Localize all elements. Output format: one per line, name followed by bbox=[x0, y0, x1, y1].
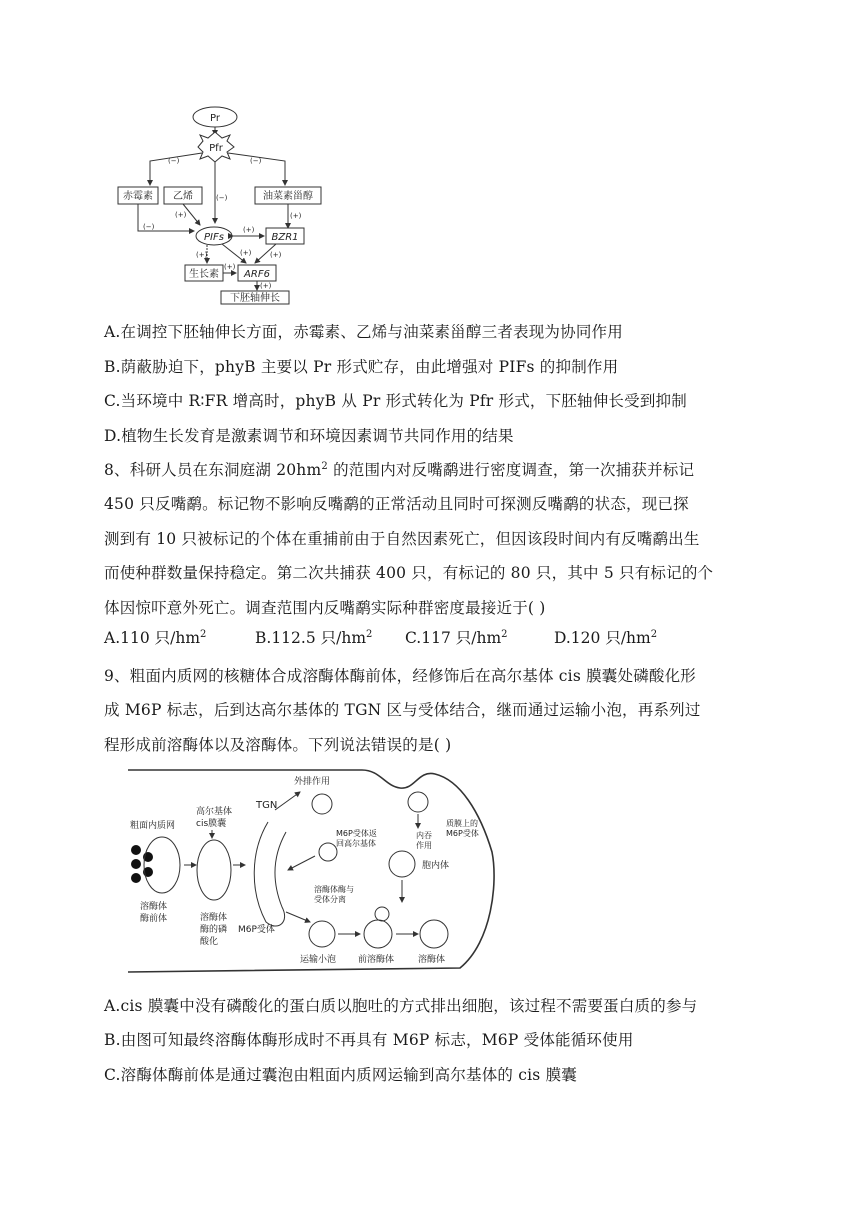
gibberellin-label: 赤霉素 bbox=[123, 191, 153, 202]
q8-line-4: 而使种群数量保持稳定。第二次共捕获 400 只，有标记的 80 只，其中 5 只有标记的个 bbox=[104, 564, 714, 582]
budding-vesicle bbox=[375, 907, 389, 921]
prelysosome bbox=[364, 920, 392, 948]
ethylene-label: 乙烯 bbox=[173, 191, 193, 202]
q8-line-2: 450 只反嘴鹬。标记物不影响反嘴鹬的正常活动且同时可探测反嘴鹬的状态，现已探 bbox=[104, 495, 689, 513]
secretory-vesicle bbox=[312, 794, 332, 814]
receptor-vesicle bbox=[319, 843, 337, 861]
tgn-compartment bbox=[254, 822, 286, 926]
q8-line-3: 测到有 10 只被标记的个体在重捕前由于自然因素死亡，但因该段时间内有反嘴鹬出生 bbox=[104, 530, 700, 548]
hormone-pathway-diagram bbox=[110, 105, 330, 305]
ribosome bbox=[131, 873, 141, 883]
q8-line-5: 体因惊吓意外死亡。调查范围内反嘴鹬实际种群密度最接近于( ) bbox=[104, 599, 546, 617]
golgi-label: cis膜囊 bbox=[196, 819, 227, 829]
option-text: D.120 只/hm bbox=[554, 629, 651, 647]
pos-sign: (+) bbox=[260, 282, 272, 290]
endosome-label: 胞内体 bbox=[422, 861, 450, 871]
q9-option-a: A.cis 膜囊中没有磷酸化的蛋白质以胞吐的方式排出细胞，该过程不需要蛋白质的参与 bbox=[104, 997, 698, 1015]
pfr-label: Pfr bbox=[209, 143, 223, 154]
lysosome-pathway-diagram bbox=[100, 762, 520, 982]
q9-line-3: 程形成前溶酶体以及溶酶体。下列说法错误的是( ) bbox=[104, 736, 452, 754]
lysosome bbox=[420, 920, 448, 948]
q7-option-d: D.植物生长发育是激素调节和环境因素调节共同作用的结果 bbox=[104, 427, 514, 445]
q9-line-1: 9、粗面内质网的核糖体合成溶酶体酶前体，经修饰后在高尔基体 cis 膜囊处磷酸化形 bbox=[104, 667, 697, 685]
auxin-label: 生长素 bbox=[189, 269, 219, 280]
q8-option-b bbox=[255, 626, 372, 648]
neg-sign: (−) bbox=[216, 194, 228, 202]
return-label: 回高尔基体 bbox=[336, 839, 376, 848]
neg-sign: (−) bbox=[250, 157, 262, 165]
option-sup: 2 bbox=[501, 628, 508, 640]
lysosome-label: 溶酶体 bbox=[418, 955, 446, 965]
cis-golgi bbox=[197, 840, 231, 900]
option-text: B.112.5 只/hm bbox=[255, 629, 367, 647]
q9-line-2: 成 M6P 标志，后到达高尔基体的 TGN 区与受体结合，继而通过运输小泡，再系列过 bbox=[104, 701, 701, 719]
pos-sign: (+) bbox=[240, 249, 252, 257]
separate-label: 溶酶体酶与 bbox=[314, 885, 354, 894]
pifs-label: PIFs bbox=[204, 232, 224, 243]
rer-label: 粗面内质网 bbox=[130, 821, 176, 831]
phosphorylation-label: 溶酶体 bbox=[200, 913, 228, 923]
q8-superscript: 2 bbox=[321, 460, 328, 472]
pos-sign: (+) bbox=[175, 211, 187, 219]
option-sup: 2 bbox=[200, 628, 207, 640]
neg-sign: (−) bbox=[168, 157, 180, 165]
separate-label: 受体分离 bbox=[314, 895, 346, 904]
bzr1-label: BZR1 bbox=[271, 232, 299, 243]
m6p-receptor-label: M6P受体 bbox=[238, 925, 275, 935]
ribosome bbox=[131, 859, 141, 869]
option-sup: 2 bbox=[366, 628, 373, 640]
q7-option-c: C.当环境中 R∶FR 增高时，phyB 从 Pr 形式转化为 Pfr 形式，下胚轴伸长受到抑制 bbox=[104, 392, 687, 410]
q8-text: 8、科研人员在东洞庭湖 20hm bbox=[104, 461, 322, 479]
phosphorylation-label: 酶的磷 bbox=[200, 925, 228, 935]
q8-line-1 bbox=[104, 458, 694, 480]
pr-label: Pr bbox=[210, 113, 220, 124]
q8-option-d bbox=[554, 626, 657, 648]
exocytosis-label: 外排作用 bbox=[294, 777, 331, 787]
vesicle-label: 运输小泡 bbox=[300, 955, 337, 965]
rer-compartment bbox=[144, 837, 180, 893]
q8-option-c bbox=[405, 626, 508, 648]
option-text: C.117 只/hm bbox=[405, 629, 502, 647]
prelysosome-label: 前溶酶体 bbox=[358, 955, 395, 965]
endocytosis-label: 作用 bbox=[416, 841, 432, 850]
precursor-label: 溶酶体 bbox=[140, 902, 168, 912]
q7-option-a: A.在调控下胚轴伸长方面，赤霉素、乙烯与油菜素甾醇三者表现为协同作用 bbox=[104, 323, 623, 341]
q7-option-b: B.荫蔽胁迫下，phyB 主要以 Pr 形式贮存，由此增强对 PIFs 的抑制作用 bbox=[104, 358, 619, 376]
pm-receptor-label: 质膜上的 bbox=[446, 819, 478, 828]
q8-option-a bbox=[104, 626, 206, 648]
endocytic-vesicle bbox=[408, 792, 428, 812]
q8-text: 的范围内对反嘴鹬进行密度调查，第一次捕获并标记 bbox=[327, 461, 695, 479]
q9-option-b: B.由图可知最终溶酶体酶形成时不再具有 M6P 标志，M6P 受体能循环使用 bbox=[104, 1031, 634, 1049]
endosome bbox=[389, 851, 415, 877]
pos-sign: (+) bbox=[270, 251, 282, 259]
pos-sign: (+) bbox=[290, 212, 302, 220]
precursor-label: 酶前体 bbox=[140, 914, 168, 924]
neg-sign: (−) bbox=[143, 223, 155, 231]
phosphorylation-label: 酸化 bbox=[200, 937, 219, 947]
hypocotyl-label: 下胚轴伸长 bbox=[230, 293, 280, 304]
pm-receptor-label: M6P受体 bbox=[446, 829, 479, 838]
pos-sign: (+) bbox=[196, 251, 208, 259]
arf6-label: ARF6 bbox=[244, 269, 270, 280]
endocytosis-label: 内吞 bbox=[416, 831, 432, 840]
brassinosteroid-label: 油菜素甾醇 bbox=[263, 191, 313, 202]
tgn-label: TGN bbox=[256, 800, 278, 811]
return-label: M6P受体返 bbox=[336, 829, 377, 838]
transport-vesicle bbox=[309, 921, 335, 947]
pos-sign: (+) bbox=[243, 226, 255, 234]
q9-option-c: C.溶酶体酶前体是通过囊泡由粗面内质网运输到高尔基体的 cis 膜囊 bbox=[104, 1066, 577, 1084]
golgi-label: 高尔基体 bbox=[196, 807, 233, 817]
option-sup: 2 bbox=[650, 628, 658, 640]
option-text: A.110 只/hm bbox=[104, 629, 201, 647]
ribosome bbox=[131, 845, 141, 855]
pos-sign: (+) bbox=[224, 263, 236, 271]
